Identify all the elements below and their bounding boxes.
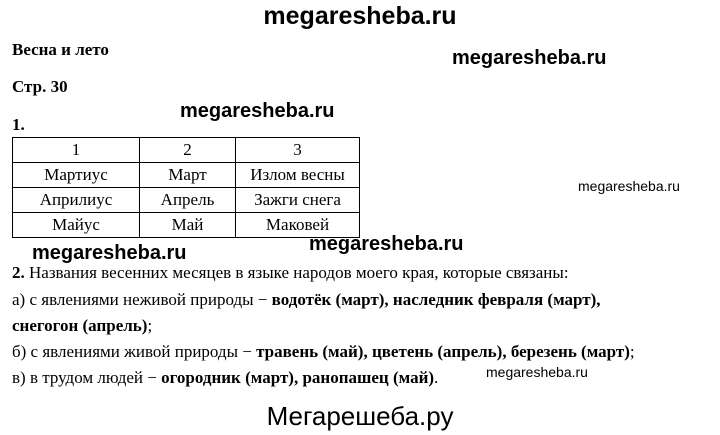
item-b-end: ; (629, 342, 635, 361)
watermark-top: megaresheba.ru (263, 2, 457, 30)
watermark-right-1: megaresheba.ru (452, 47, 607, 69)
page-label: Стр. 30 (12, 77, 68, 96)
table-cell: Априлиус (13, 188, 140, 213)
table-header-cell: 2 (140, 138, 236, 163)
task-2-item-c (12, 368, 438, 388)
item-a-answer: водотёк (март), наследник февраля (март), (271, 290, 601, 309)
watermark-right-3: megaresheba.ru (486, 364, 588, 380)
task-2-item-a-cont (12, 316, 152, 336)
watermark-middle-2: megaresheba.ru (309, 233, 464, 255)
table-cell: Излом весны (236, 163, 360, 188)
watermark-middle-1: megaresheba.ru (180, 100, 335, 122)
section-title: Весна и лето (12, 40, 109, 59)
item-a-end: ; (147, 316, 153, 335)
table-cell: Март (140, 163, 236, 188)
table-header-cell: 3 (236, 138, 360, 163)
item-c-prefix: в) в трудом людей − (12, 368, 162, 387)
table-row (13, 163, 360, 188)
task-1-number: 1. (12, 115, 25, 134)
item-a-prefix: а) с явлениями неживой природы − (12, 290, 272, 309)
task-2-item-a (12, 290, 601, 310)
months-table (12, 137, 360, 238)
table-cell: Мартиус (13, 163, 140, 188)
table-cell: Май (140, 213, 236, 238)
table-header-row (13, 138, 360, 163)
table-row (13, 213, 360, 238)
task-2-item-b (12, 342, 635, 362)
table-cell: Зажги снега (236, 188, 360, 213)
item-b-answer: травень (май), цветень (апрель), березень (март) (256, 342, 630, 361)
item-c-answer: огородник (март), ранопашец (май) (161, 368, 435, 387)
watermark-left-1: megaresheba.ru (32, 242, 187, 264)
task-2-intro-text: Названия весенних месяцев в языке народов моего края, которые связаны: (24, 263, 569, 282)
watermark-bottom: Мегарешеба.ру (266, 401, 454, 431)
item-b-prefix: б) с явлениями живой природы − (12, 342, 257, 361)
item-a-answer-cont: снегогон (апрель) (12, 316, 148, 335)
table-row (13, 188, 360, 213)
watermark-right-2: megaresheba.ru (578, 178, 680, 194)
table-cell: Маковей (236, 213, 360, 238)
item-c-end: . (434, 368, 439, 387)
table-header-cell: 1 (13, 138, 140, 163)
task-2-intro (12, 263, 569, 283)
table-cell: Майус (13, 213, 140, 238)
table-cell: Апрель (140, 188, 236, 213)
task-2-number: 2. (12, 263, 25, 282)
